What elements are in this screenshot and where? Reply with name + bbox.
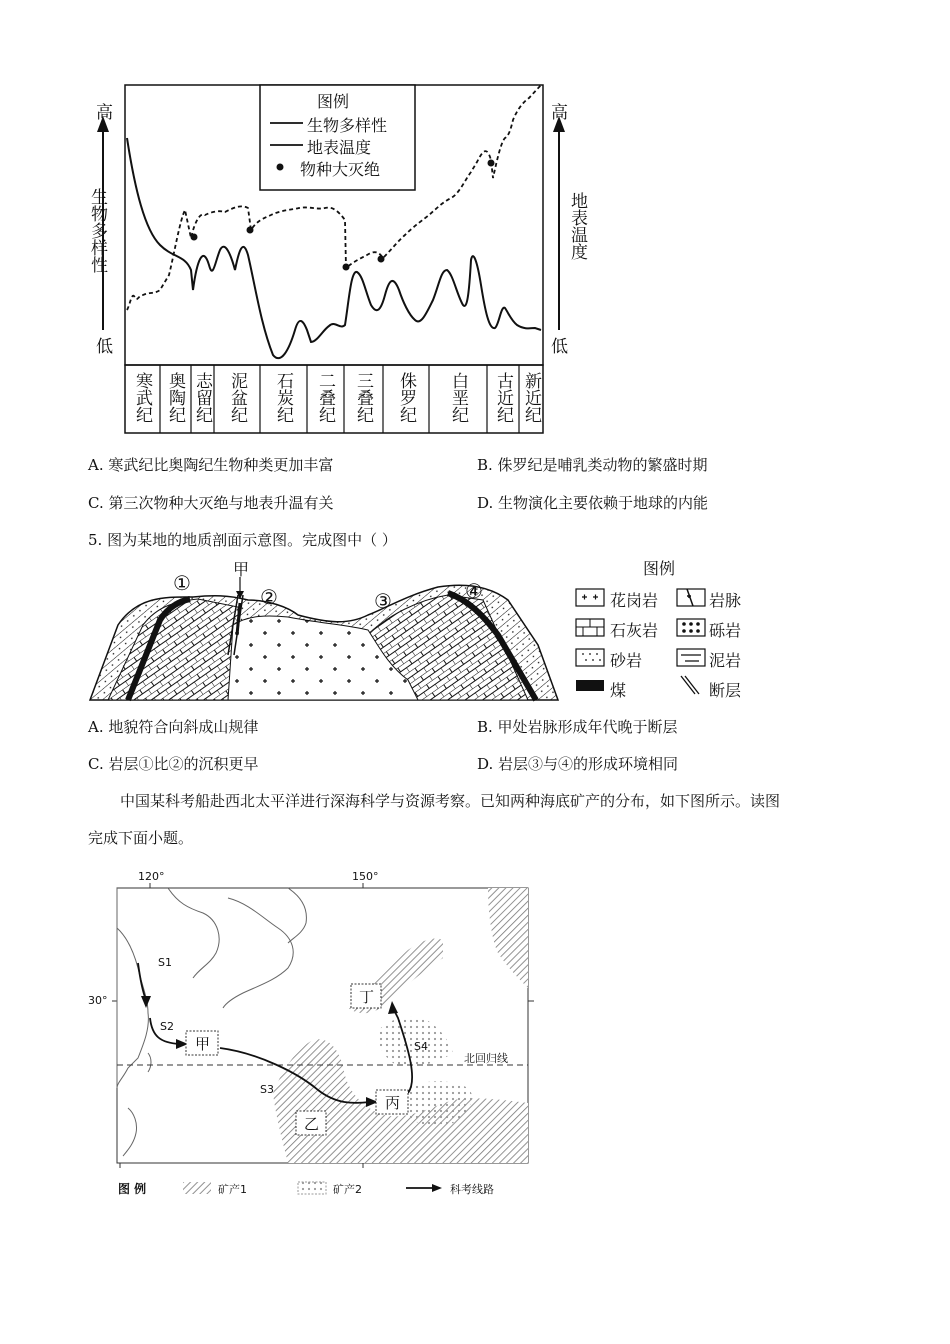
label-jia: 甲: [233, 560, 250, 579]
period-cretaceous: 白垩纪: [448, 372, 468, 423]
passage-line-1: 中国某科考船赴西北太平洋进行深海科学与资源考察。已知两种海底矿产的分布，如下图所示。读图: [120, 792, 781, 810]
y-left-label: 生物多样性: [87, 188, 107, 273]
period-triassic: 三叠纪: [353, 372, 373, 423]
period-ordovician: 奥陶纪: [165, 372, 185, 423]
layer-label-1: ①: [173, 571, 191, 595]
q5-option-d[interactable]: D. 岩层③与④的形成环境相同: [477, 755, 679, 773]
figure3-svg: [108, 868, 538, 1203]
q4-option-a[interactable]: A. 寒武纪比奥陶纪生物种类更加丰富: [88, 456, 334, 474]
legend2-fault: 断层: [709, 681, 742, 700]
passage-line-2: 完成下面小题。: [88, 829, 194, 847]
layer-label-2: ②: [260, 585, 278, 609]
lon-120: 120°: [138, 870, 165, 883]
legend1-item-extinction: 物种大灭绝: [300, 160, 381, 179]
legend1-item-temperature: 地表温度: [307, 138, 372, 157]
route-s1: S1: [158, 956, 172, 969]
figure-nw-pacific-map: [88, 868, 538, 1203]
legend1-item-biodiversity: 生物多样性: [307, 116, 388, 135]
period-silurian: 志留纪: [192, 372, 212, 423]
q4-option-c[interactable]: C. 第三次物种大灭绝与地表升温有关: [88, 494, 334, 512]
legend3-mineral2: 矿产2: [333, 1183, 362, 1196]
y-right-label: 地表温度: [567, 192, 587, 260]
lat-30: 30°: [88, 994, 108, 1007]
legend2-granite: 花岗岩: [610, 591, 659, 610]
legend3-route: 科考线路: [450, 1183, 494, 1196]
place-bing: 丙: [385, 1094, 401, 1112]
high-right: 高: [551, 103, 568, 123]
legend3-title: 图 例: [118, 1182, 147, 1196]
layer-label-3: ③: [374, 589, 392, 613]
figure-biodiversity-temperature: [85, 80, 585, 440]
lon-150: 150°: [352, 870, 379, 883]
legend3-mineral1: 矿产1: [218, 1183, 247, 1196]
low-right: 低: [551, 337, 568, 357]
legend2-coal: 煤: [610, 681, 627, 700]
route-s4: S4: [414, 1040, 428, 1053]
period-carboniferous: 石炭纪: [273, 372, 293, 423]
high-left: 高: [96, 103, 113, 123]
figure2-legend: [575, 556, 775, 706]
period-devonian: 泥盆纪: [227, 372, 247, 423]
legend2-sandstone: 砂岩: [610, 651, 643, 670]
q5-stem: 5. 图为某地的地质剖面示意图。完成图中（ ）: [88, 531, 397, 549]
legend2-mudstone: 泥岩: [709, 651, 742, 670]
q4-option-b[interactable]: B. 侏罗纪是哺乳类动物的繁盛时期: [477, 456, 708, 474]
route-s3: S3: [260, 1083, 274, 1096]
legend1-title: 图例: [317, 92, 350, 111]
legend2-title: 图例: [643, 559, 676, 578]
place-ding: 丁: [359, 988, 375, 1006]
period-cambrian: 寒武纪: [132, 372, 152, 423]
period-jurassic: 侏罗纪: [396, 372, 416, 423]
q5-option-c[interactable]: C. 岩层①比②的沉积更早: [88, 755, 259, 773]
q4-option-d[interactable]: D. 生物演化主要依赖于地球的内能: [477, 494, 709, 512]
layer-label-4: ④: [465, 579, 483, 603]
low-left: 低: [96, 337, 113, 357]
legend2-vein: 岩脉: [709, 591, 742, 610]
figure-geologic-section: [88, 555, 568, 710]
tropic-label: 北回归线: [464, 1052, 508, 1065]
period-paleogene: 古近纪: [493, 372, 513, 423]
period-permian: 二叠纪: [315, 372, 335, 423]
figure2-svg: [88, 555, 568, 710]
place-jia: 甲: [195, 1035, 211, 1053]
period-neogene: 新近纪: [521, 372, 541, 423]
q5-option-a[interactable]: A. 地貌符合向斜成山规律: [88, 718, 259, 736]
legend2-limestone: 石灰岩: [610, 621, 659, 640]
legend2-conglomerate: 砾岩: [709, 621, 742, 640]
legend2-swatches: [575, 584, 775, 704]
place-yi: 乙: [304, 1115, 320, 1133]
q5-option-b[interactable]: B. 甲处岩脉形成年代晚于断层: [477, 718, 678, 736]
route-s2: S2: [160, 1020, 174, 1033]
